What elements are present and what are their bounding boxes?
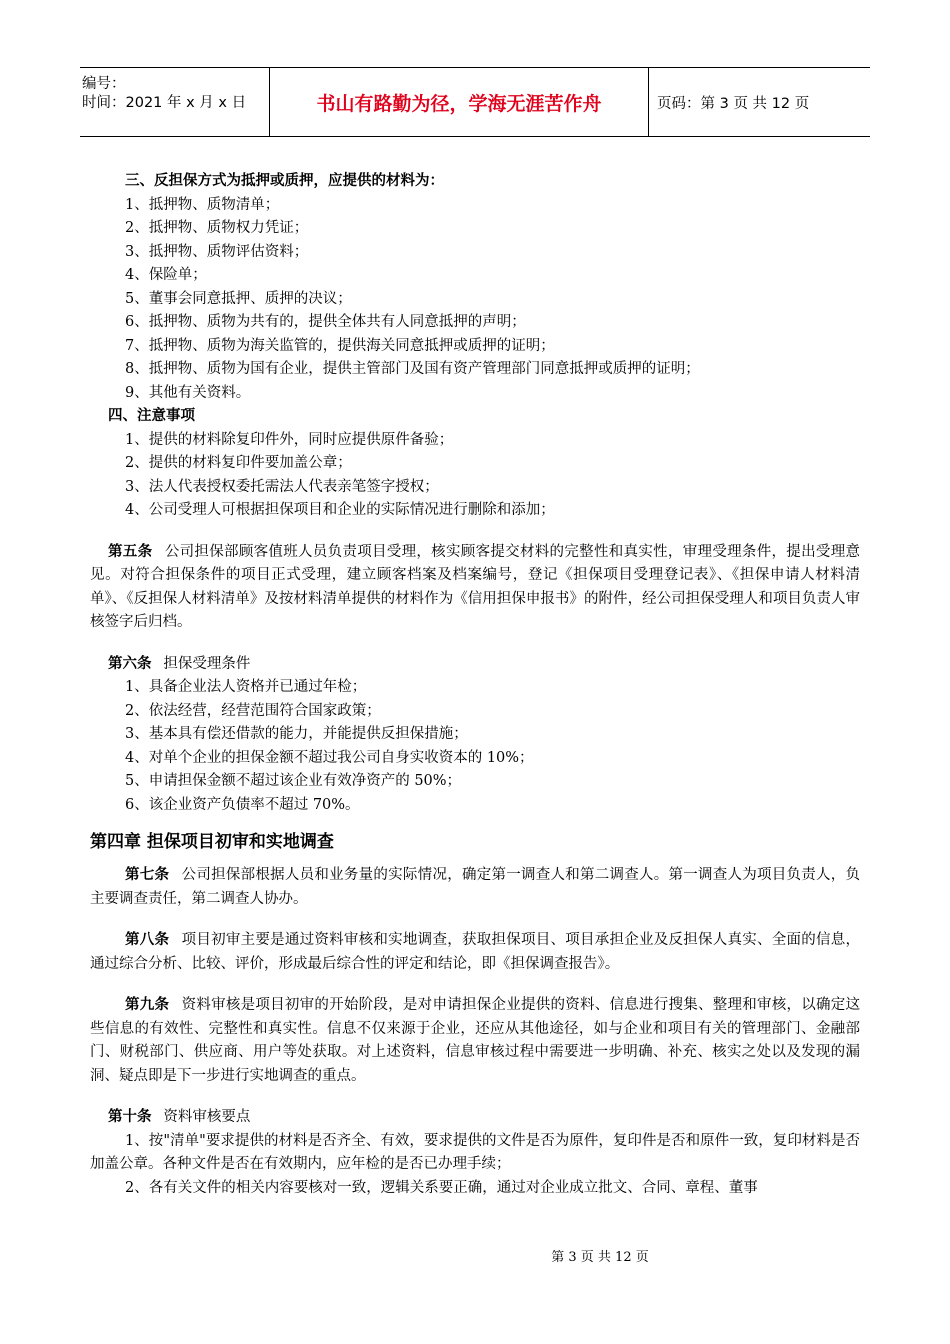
list-item: 1、具备企业法人资格并已通过年检； [125,679,367,695]
header-left-cell [80,68,270,136]
article-10-heading [90,1106,860,1130]
chapter-heading: 第四章 担保项目初审和实地调查 [90,832,334,852]
list-item: 7、抵押物、质物为海关监管的，提供海关同意抵押或质押的证明； [125,337,555,354]
article-10-point-2: 2、各有关文件的相关内容要核对一致，逻辑关系要正确，通过对企业成立批文、合同、章程、董事 [125,1179,758,1196]
list-item: 3、基本具有偿还借款的能力，并能提供反担保措施； [125,726,468,742]
list-item: 1、提供的材料除复印件外，同时应提供原件备验； [125,431,454,448]
article-6-label: 第六条 [108,655,152,672]
article-9-label: 第九条 [125,997,170,1013]
article-8-text: 项目初审主要是通过资料审核和实地调查，获取担保项目、项目承担企业及反担保人真实、全面的信息，通过综合分析、比较、评价，形成最后综合性的评定和结论，即《担保调查报告》。 [90,932,861,972]
list-item: 8、抵押物、质物为国有企业，提供主管部门及国有资产管理部门同意抵押或质押的证明； [125,361,700,377]
section-3-title: 三、反担保方式为抵押或质押，应提供的材料为： [125,173,444,189]
article-7 [90,864,860,911]
document-body [90,170,860,1200]
list-item: 1、抵押物、质物清单； [125,196,280,213]
list-item: 4、对单个企业的担保金额不超过我公司自身实收资本的 10%； [125,749,534,766]
article-5-text: 公司担保部顾客值班人员负责项目受理，核实顾客提交材料的完整性和真实性，审理受理条件，提出受理意见。对符合担保条件的项目正式受理，建立顾客档案及档案编号，登记《担保项目受理登记表》、《担保申请人材料清单》、《反担保人材料清单》及按材料清单提供的材料作为《信用担保申报书》的附件，经公司担保受理人和项目负责人审核签字后归档。 [90,543,860,630]
list-item: 2、抵押物、质物权力凭证； [125,220,309,236]
list-item: 4、公司受理人可根据担保项目和企业的实际情况进行删除和添加； [125,502,555,518]
list-item: 6、该企业资产负债率不超过 70%。 [125,796,360,813]
list-item: 5、董事会同意抵押、质押的决议； [125,290,352,307]
article-10-label: 第十条 [108,1109,152,1125]
article-10-point-1: 1、按"清单"要求提供的材料是否齐全、有效，要求提供的文件是否为原件，复印件是否和原件一致，复印材料是否加盖公章。各种文件是否在有效期内，应年检的是否已办理手续； [90,1132,860,1172]
page-footer: 第 3 页 共 12 页 [551,1250,649,1265]
list-item: 4、保险单； [125,267,207,283]
list-item: 3、法人代表授权委托需法人代表亲笔签字授权； [125,478,439,495]
page-label: 页码：第 3 页 共 12 页 [657,95,810,112]
article-6-heading [90,653,860,677]
page-header [80,67,870,137]
list-item: 3、抵押物、质物评估资料； [125,243,309,260]
article-9-text: 资料审核是项目初审的开始阶段，是对申请担保企业提供的资料、信息进行搜集、整理和审核，以确定这些信息的有效性、完整性和真实性。信息不仅来源于企业，还应从其他途径，如与企业和项目有关的管理部门、金融部门、财税部门、供应商、用户等处获取。对上述资料，信息审核过程中需要进一步明确、补充、核实之处以及发现的漏洞、疑点即是下一步进行实地调查的重点。 [90,997,861,1084]
date-label: 时间：2021 年 x 月 x 日 [82,95,247,111]
motto: 书山有路勤为径，学海无涯苦作舟 [270,68,649,136]
article-8 [90,929,860,976]
article-10-title: 资料审核要点 [163,1109,251,1125]
list-item: 6、抵押物、质物为共有的，提供全体共有人同意抵押的声明； [125,314,526,330]
article-7-text: 公司担保部根据人员和业务量的实际情况，确定第一调查人和第二调查人。第一调查人为项目负责人，负主要调查责任，第二调查人协办。 [90,867,861,907]
list-item: 5、申请担保金额不超过该企业有效净资产的 50%； [125,773,462,789]
article-8-label: 第八条 [125,932,170,948]
article-7-label: 第七条 [125,867,170,883]
article-9 [90,994,860,1088]
list-item: 2、依法经营，经营范围符合国家政策； [125,702,381,719]
section-4-title: 四、注意事项 [108,408,195,424]
list-item: 2、提供的材料复印件要加盖公章； [125,455,352,471]
article-6-title: 担保受理条件 [163,655,251,672]
article-5 [90,541,860,635]
article-5-label: 第五条 [108,543,153,560]
number-label: 编号： [82,76,126,92]
list-item: 9、其他有关资料。 [125,384,251,401]
